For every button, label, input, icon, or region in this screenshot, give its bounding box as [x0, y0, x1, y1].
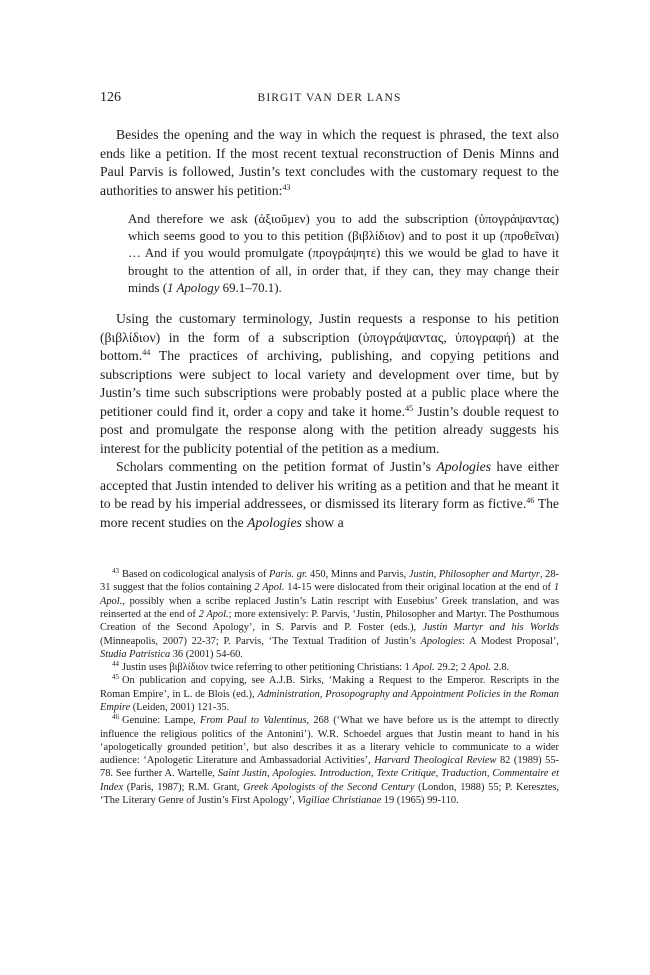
text-run: 14-15 were dislocated from their original location at the end of [284, 582, 554, 594]
footnote-44 [100, 661, 559, 674]
note-ref: 44 [112, 660, 119, 669]
italic-text: Apologies [247, 514, 302, 530]
italic-text: Apologies [436, 459, 492, 475]
italic-text: 2 Apol. [198, 608, 229, 620]
note-ref: 44 [142, 348, 151, 358]
page-header [100, 90, 559, 110]
note-ref: 43 [282, 182, 291, 192]
text-run: , 268 (‘What we have before us is the attempt to directly influence the religious politics of the Antonini’). W.R. Schoedel argues that Justin meant to hand in his ‘apologetically grounded petition’, but also describes it as a literary vehicle to communicate to a wider audience: ‘Apologetic Literature and Ambassadorial Activities’, [100, 715, 559, 767]
text-run: 69.1–70.1). [219, 280, 282, 295]
text-run: have either accepted that Justin intended to deliver his writing as a petition and that he meant it to be read by his imperial addressees, or dismissed its literary form as fictive. [100, 459, 559, 512]
paragraph [100, 126, 559, 200]
note-ref: 46 [526, 496, 535, 506]
text-run: Justin uses βιβλίδιον twice referring to other petitioning Christians: 1 [122, 662, 413, 674]
italic-text: Justin Martyr and his Worlds [422, 622, 559, 634]
text-run: : A Modest Proposal’, [462, 635, 559, 647]
note-ref: 43 [112, 567, 119, 576]
page-number: 126 [100, 90, 121, 105]
text-run: Scholars commenting on the petition format of Justin’s [116, 459, 437, 475]
text-run: (Paris, 1987); R.M. Grant, [123, 781, 244, 793]
book-page [100, 90, 559, 807]
text-run: 2.8. [490, 662, 510, 674]
footnotes [100, 568, 559, 807]
text-run: On publication and copying, see A.J.B. Sirks, ‘Making a Request to the Emperor. Rescripts in the Roman Empire’, in L. de Blois (ed.), [100, 675, 559, 700]
footnote-45 [100, 674, 559, 714]
italic-text: From Paul to Valentinus [200, 715, 307, 727]
note-ref: 45 [112, 673, 119, 682]
italic-text: Justin, Philosopher and Martyr [408, 569, 540, 581]
italic-text: Apol. [468, 662, 491, 674]
text-run: The more recent studies on the [100, 496, 559, 530]
text-run: show a [301, 514, 344, 530]
text-run: Using the customary terminology, Justin requests a response to his petition (βιβλίδιον) in the form of a subscription (ὑπογράψαντας, ὑπογραφή) at the bottom. [100, 311, 559, 364]
italic-text: 1 Apology [167, 280, 220, 295]
italic-text: 2 Apol. [254, 582, 285, 594]
paragraph [100, 310, 559, 458]
italic-text: Paris. gr. [268, 569, 308, 581]
text-run: (London, 1988) 55; P. Keresztes, ‘The Literary Genre of Justin’s First Apology’, [100, 781, 559, 807]
text-run: 450, Minns and Parvis, [307, 569, 409, 581]
italic-text: Saint Justin, Apologies. Introduction, Texte Critique, Traduction, Commentaire et Index [100, 768, 559, 793]
text-run: Genuine: Lampe, [122, 715, 201, 727]
italic-text: Greek Apologists of the Second Century [243, 781, 415, 793]
note-ref: 46 [112, 713, 119, 722]
main-text [100, 126, 559, 532]
italic-text: Vigiliae Christianae [297, 795, 382, 807]
text-run: Justin’s double request to post and promulgate the response along with the petition already suggests his interest for the publicity potential of the petition as a medium. [100, 403, 559, 456]
text-run: , 28-31 suggest that the folios containing [100, 569, 560, 594]
text-run: The practices of archiving, publishing, and copying petitions and subscriptions were subject to local variety and development over time, but by Justin’s time such subscriptions were probably posted at a public place where the petitioner could find it, order a copy and take it home. [100, 348, 559, 419]
footnote-43 [100, 568, 559, 661]
note-ref: 45 [405, 403, 414, 413]
italic-text: Studia Patristica [100, 648, 171, 660]
text-run: (Minneapolis, 2007) 22-37; P. Parvis, ‘The Textual Tradition of Justin’s [100, 635, 421, 647]
text-run: 36 (2001) 54-60. [170, 648, 243, 660]
text-run: And therefore we ask (ἀξιοῦμεν) you to add the subscription (ὑπογράψαντας) which seems good to you to this petition (βιβλίδιον) and to post it up (προθεῖναι) … And if you would promulgate (προγράψητε) this we would be glad to have it brought to the attention of all, in order that, if they can, they may change their minds ( [128, 212, 559, 295]
footnote-46 [100, 714, 559, 807]
italic-text: Administration, Prosopography and Appointment Policies in the Roman Empire [100, 688, 559, 713]
text-run: ; more extensively: P. Parvis, ‘Justin, Philosopher and Martyr. The Posthumous Creation of the Second Apology’, in S. Parvis and P. Foster (eds.), [100, 608, 559, 634]
text-run: Besides the opening and the way in which the request is phrased, the text also ends like a petition. If the most recent textual reconstruction of Denis Minns and Paul Parvis is followed, Justin’s text concludes with the customary request to the authorities to answer his petition: [100, 127, 559, 198]
block-quote [128, 211, 559, 297]
italic-text: Harvard Theological Review [374, 755, 497, 767]
text-run: 82 (1989) 55-78. See further A. Wartelle, [100, 755, 559, 780]
text-run: , possibly when a scribe replaced Justin’s Latin rescript with Eusebius’ Greek translation, and was reinserted at the end of [100, 595, 559, 620]
text-run: (Leiden, 2001) 121-35. [130, 701, 230, 713]
italic-text: 1 Apol. [100, 582, 560, 607]
text-run: 19 (1965) 99-110. [381, 795, 459, 807]
italic-text: Apologies [420, 635, 463, 647]
running-head: BIRGIT VAN DER LANS [257, 92, 402, 104]
paragraph [100, 458, 559, 532]
italic-text: Apol. [412, 662, 435, 674]
text-run: Based on codicological analysis of [122, 569, 269, 581]
text-run: 29.2; 2 [434, 662, 469, 674]
